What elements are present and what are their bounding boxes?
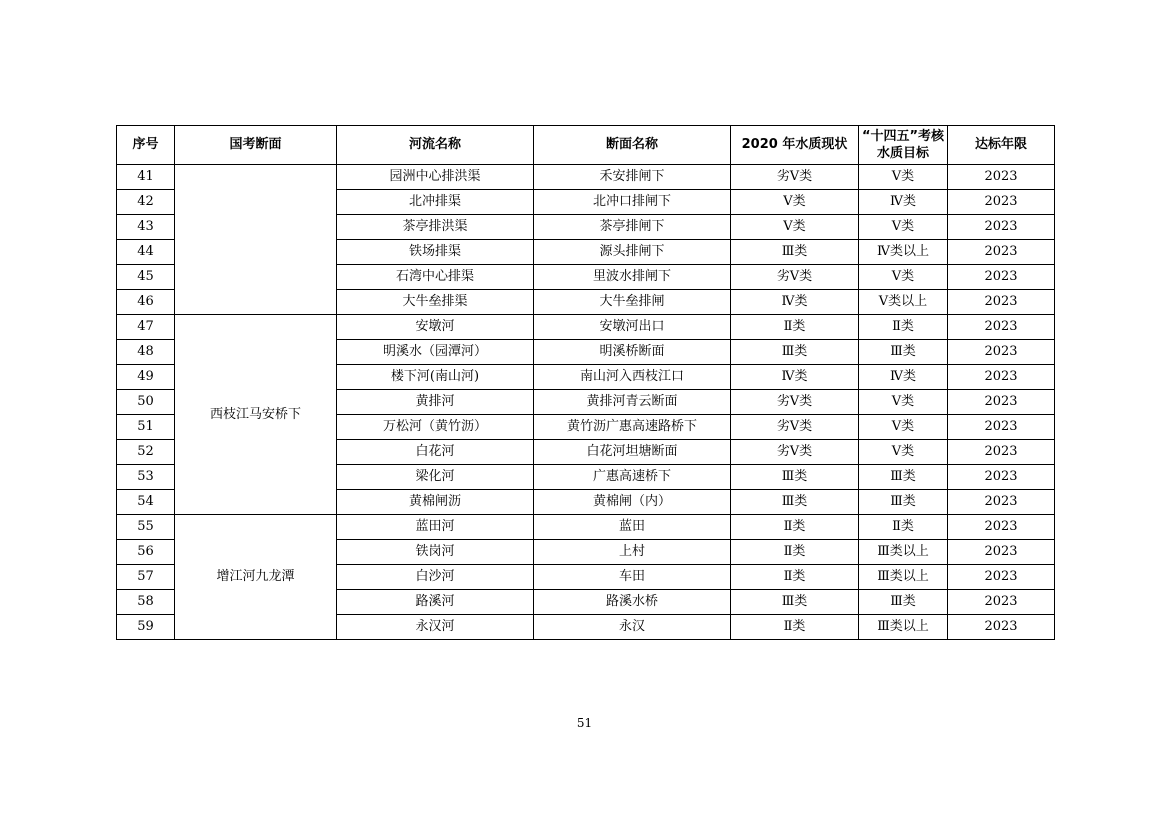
- header-national-section: 国考断面: [175, 126, 337, 165]
- cell-river-name: 园洲中心排洪渠: [337, 165, 534, 190]
- table-row: [117, 165, 1055, 190]
- cell-target: Ⅴ类: [859, 265, 948, 290]
- table-row: [117, 315, 1055, 340]
- cell-year: 2023: [948, 165, 1055, 190]
- cell-seq: 51: [117, 415, 175, 440]
- cell-target: Ⅲ类: [859, 340, 948, 365]
- header-target: “十四五”考核水质目标: [859, 126, 948, 165]
- cell-river-name: 石湾中心排渠: [337, 265, 534, 290]
- cell-cross-section-name: 北冲口排闸下: [534, 190, 731, 215]
- cell-seq: 47: [117, 315, 175, 340]
- cell-status-2020: Ⅲ类: [731, 240, 859, 265]
- cell-status-2020: 劣Ⅴ类: [731, 265, 859, 290]
- cell-river-name: 大牛垒排渠: [337, 290, 534, 315]
- cell-target: Ⅳ类以上: [859, 240, 948, 265]
- cell-river-name: 铁岗河: [337, 540, 534, 565]
- cell-seq: 53: [117, 465, 175, 490]
- cell-seq: 45: [117, 265, 175, 290]
- cell-year: 2023: [948, 565, 1055, 590]
- cell-seq: 46: [117, 290, 175, 315]
- cell-river-name: 万松河（黄竹沥）: [337, 415, 534, 440]
- cell-status-2020: Ⅱ类: [731, 540, 859, 565]
- cell-target: Ⅲ类以上: [859, 615, 948, 640]
- cell-cross-section-name: 禾安排闸下: [534, 165, 731, 190]
- cell-status-2020: 劣Ⅴ类: [731, 390, 859, 415]
- cell-target: Ⅱ类: [859, 315, 948, 340]
- cell-seq: 52: [117, 440, 175, 465]
- cell-year: 2023: [948, 465, 1055, 490]
- cell-target: Ⅴ类: [859, 390, 948, 415]
- header-river-name: 河流名称: [337, 126, 534, 165]
- table-header-row: [117, 126, 1055, 165]
- table-row: [117, 515, 1055, 540]
- cell-cross-section-name: 永汉: [534, 615, 731, 640]
- cell-year: 2023: [948, 440, 1055, 465]
- cell-river-name: 路溪河: [337, 590, 534, 615]
- cell-cross-section-name: 上村: [534, 540, 731, 565]
- cell-seq: 48: [117, 340, 175, 365]
- cell-cross-section-name: 大牛垒排闸: [534, 290, 731, 315]
- cell-national-section: 西枝江马安桥下: [175, 315, 337, 515]
- cell-target: Ⅲ类: [859, 490, 948, 515]
- cell-year: 2023: [948, 265, 1055, 290]
- cell-status-2020: Ⅴ类: [731, 190, 859, 215]
- table-body: [117, 165, 1055, 640]
- cell-status-2020: 劣Ⅴ类: [731, 415, 859, 440]
- cell-year: 2023: [948, 415, 1055, 440]
- cell-status-2020: 劣Ⅴ类: [731, 440, 859, 465]
- header-seq: 序号: [117, 126, 175, 165]
- cell-status-2020: Ⅲ类: [731, 340, 859, 365]
- cell-river-name: 蓝田河: [337, 515, 534, 540]
- cell-status-2020: Ⅳ类: [731, 290, 859, 315]
- cell-seq: 59: [117, 615, 175, 640]
- cell-status-2020: Ⅲ类: [731, 465, 859, 490]
- cell-seq: 58: [117, 590, 175, 615]
- cell-seq: 57: [117, 565, 175, 590]
- cell-river-name: 安墩河: [337, 315, 534, 340]
- cell-river-name: 永汉河: [337, 615, 534, 640]
- cell-status-2020: Ⅴ类: [731, 215, 859, 240]
- cell-national-section: 增江河九龙潭: [175, 515, 337, 640]
- cell-year: 2023: [948, 340, 1055, 365]
- header-year: 达标年限: [948, 126, 1055, 165]
- cell-cross-section-name: 黄棉闸（内）: [534, 490, 731, 515]
- cell-year: 2023: [948, 365, 1055, 390]
- header-cross-section-name: 断面名称: [534, 126, 731, 165]
- cell-target: Ⅴ类: [859, 415, 948, 440]
- cell-cross-section-name: 广惠高速桥下: [534, 465, 731, 490]
- cell-year: 2023: [948, 615, 1055, 640]
- header-status-2020: 2020 年水质现状: [731, 126, 859, 165]
- cell-status-2020: Ⅳ类: [731, 365, 859, 390]
- cell-river-name: 茶亭排洪渠: [337, 215, 534, 240]
- cell-status-2020: Ⅱ类: [731, 515, 859, 540]
- cell-seq: 43: [117, 215, 175, 240]
- cell-status-2020: Ⅲ类: [731, 490, 859, 515]
- cell-cross-section-name: 源头排闸下: [534, 240, 731, 265]
- cell-seq: 42: [117, 190, 175, 215]
- cell-seq: 41: [117, 165, 175, 190]
- cell-year: 2023: [948, 515, 1055, 540]
- cell-target: Ⅲ类以上: [859, 565, 948, 590]
- cell-river-name: 楼下河(南山河): [337, 365, 534, 390]
- cell-river-name: 黄棉闸沥: [337, 490, 534, 515]
- cell-cross-section-name: 南山河入西枝江口: [534, 365, 731, 390]
- cell-river-name: 白沙河: [337, 565, 534, 590]
- cell-target: Ⅴ类以上: [859, 290, 948, 315]
- cell-cross-section-name: 蓝田: [534, 515, 731, 540]
- cell-status-2020: Ⅱ类: [731, 615, 859, 640]
- cell-target: Ⅲ类: [859, 590, 948, 615]
- cell-year: 2023: [948, 540, 1055, 565]
- cell-target: Ⅲ类以上: [859, 540, 948, 565]
- cell-target: Ⅲ类: [859, 465, 948, 490]
- cell-river-name: 黄排河: [337, 390, 534, 415]
- cell-seq: 54: [117, 490, 175, 515]
- cell-cross-section-name: 车田: [534, 565, 731, 590]
- cell-cross-section-name: 黄竹沥广惠高速路桥下: [534, 415, 731, 440]
- cell-year: 2023: [948, 190, 1055, 215]
- cell-national-section: [175, 165, 337, 315]
- cell-cross-section-name: 白花河坦塘断面: [534, 440, 731, 465]
- cell-cross-section-name: 明溪桥断面: [534, 340, 731, 365]
- cell-target: Ⅴ类: [859, 215, 948, 240]
- cell-seq: 55: [117, 515, 175, 540]
- cell-seq: 50: [117, 390, 175, 415]
- cell-river-name: 铁场排渠: [337, 240, 534, 265]
- cell-target: Ⅱ类: [859, 515, 948, 540]
- cell-cross-section-name: 黄排河青云断面: [534, 390, 731, 415]
- cell-river-name: 北冲排渠: [337, 190, 534, 215]
- cell-status-2020: Ⅱ类: [731, 315, 859, 340]
- cell-river-name: 白花河: [337, 440, 534, 465]
- cell-seq: 56: [117, 540, 175, 565]
- cell-year: 2023: [948, 390, 1055, 415]
- cell-river-name: 梁化河: [337, 465, 534, 490]
- cell-cross-section-name: 里波水排闸下: [534, 265, 731, 290]
- cell-year: 2023: [948, 315, 1055, 340]
- cell-target: Ⅳ类: [859, 365, 948, 390]
- cell-year: 2023: [948, 490, 1055, 515]
- cell-river-name: 明溪水（园潭河）: [337, 340, 534, 365]
- cell-seq: 49: [117, 365, 175, 390]
- cell-cross-section-name: 安墩河出口: [534, 315, 731, 340]
- cell-status-2020: 劣Ⅴ类: [731, 165, 859, 190]
- cell-target: Ⅳ类: [859, 190, 948, 215]
- cell-status-2020: Ⅱ类: [731, 565, 859, 590]
- cell-year: 2023: [948, 240, 1055, 265]
- cell-status-2020: Ⅲ类: [731, 590, 859, 615]
- cell-year: 2023: [948, 215, 1055, 240]
- water-quality-table: [116, 125, 1055, 640]
- cell-target: Ⅴ类: [859, 440, 948, 465]
- page-number: 51: [576, 716, 593, 730]
- cell-seq: 44: [117, 240, 175, 265]
- cell-target: Ⅴ类: [859, 165, 948, 190]
- cell-year: 2023: [948, 590, 1055, 615]
- cell-year: 2023: [948, 290, 1055, 315]
- cell-cross-section-name: 茶亭排闸下: [534, 215, 731, 240]
- cell-cross-section-name: 路溪水桥: [534, 590, 731, 615]
